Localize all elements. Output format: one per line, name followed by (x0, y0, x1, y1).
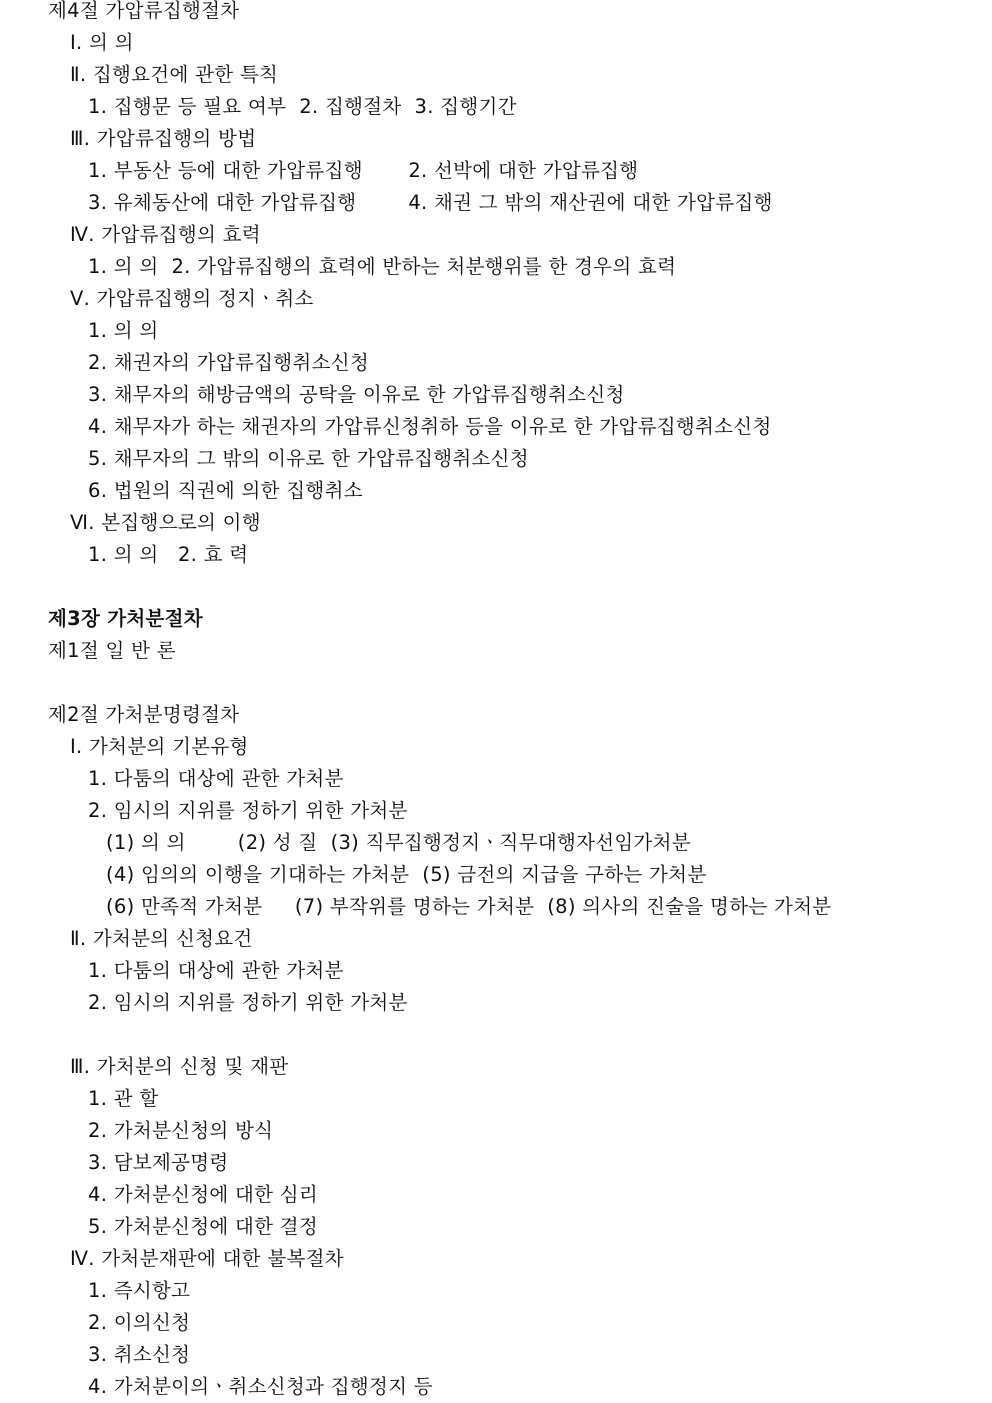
chapter-heading: 제3장 가처분절차 (48, 607, 203, 630)
section-heading: 제1절 일 반 론 (48, 639, 176, 662)
list-item: 2. 채권자의 가압류집행취소신청 (88, 351, 369, 374)
list-item: 3. 담보제공명령 (88, 1151, 229, 1174)
subsection-heading: Ⅰ. 가처분의 기본유형 (70, 735, 249, 758)
list-item: 3. 유체동산에 대한 가압류집행 4. 채권 그 밖의 재산권에 대한 가압류집행 (88, 191, 773, 214)
list-item: 1. 의 의 2. 가압류집행의 효력에 반하는 처분행위를 한 경우의 효력 (88, 255, 677, 278)
list-item: 1. 의 의 2. 효 력 (88, 543, 249, 566)
list-item: 1. 집행문 등 필요 여부 2. 집행절차 3. 집행기간 (88, 95, 517, 118)
list-item: 1. 관 할 (88, 1087, 159, 1110)
list-item: 2. 가처분신청의 방식 (88, 1119, 274, 1142)
list-item: 1. 의 의 (88, 319, 159, 342)
list-item: 3. 취소신청 (88, 1343, 191, 1366)
sub-list-item: (6) 만족적 가처분 (7) 부작위를 명하는 가처분 (8) 의사의 진술을 명하는 가처분 (106, 895, 832, 918)
list-item: 2. 임시의 지위를 정하기 위한 가처분 (88, 799, 408, 822)
list-item: 4. 채무자가 하는 채권자의 가압류신청취하 등을 이유로 한 가압류집행취소신청 (88, 415, 772, 438)
subsection-heading: Ⅲ. 가처분의 신청 및 재판 (70, 1055, 289, 1078)
subsection-heading: Ⅳ. 가압류집행의 효력 (70, 223, 261, 246)
list-item: 1. 다툼의 대상에 관한 가처분 (88, 767, 344, 790)
list-item: 1. 다툼의 대상에 관한 가처분 (88, 959, 344, 982)
list-item: 5. 가처분신청에 대한 결정 (88, 1215, 319, 1238)
sub-list-item: (1) 의 의 (2) 성 질 (3) 직무집행정지ㆍ직무대행자선임가처분 (106, 831, 691, 854)
list-item: 2. 이의신청 (88, 1311, 191, 1334)
subsection-heading: Ⅱ. 가처분의 신청요건 (70, 927, 253, 950)
subsection-heading: Ⅱ. 집행요건에 관한 특칙 (70, 63, 279, 86)
section-heading: 제4절 가압류집행절차 (48, 0, 240, 22)
list-item: 4. 가처분이의ㆍ취소신청과 집행정지 등 (88, 1375, 433, 1398)
list-item: 1. 부동산 등에 대한 가압류집행 2. 선박에 대한 가압류집행 (88, 159, 639, 182)
sub-list-item: (4) 임의의 이행을 기대하는 가처분 (5) 금전의 지급을 구하는 가처분 (106, 863, 707, 886)
subsection-heading: Ⅰ. 의 의 (70, 31, 134, 54)
list-item: 3. 채무자의 해방금액의 공탁을 이유로 한 가압류집행취소신청 (88, 383, 625, 406)
subsection-heading: Ⅳ. 가처분재판에 대한 불복절차 (70, 1247, 344, 1270)
list-item: 6. 법원의 직권에 의한 집행취소 (88, 479, 363, 502)
subsection-heading: Ⅲ. 가압류집행의 방법 (70, 127, 257, 150)
section-heading: 제2절 가처분명령절차 (48, 703, 240, 726)
list-item: 4. 가처분신청에 대한 심리 (88, 1183, 319, 1206)
list-item: 1. 즉시항고 (88, 1279, 191, 1302)
list-item: 2. 임시의 지위를 정하기 위한 가처분 (88, 991, 408, 1014)
subsection-heading: Ⅴ. 가압류집행의 정지ㆍ취소 (70, 287, 314, 310)
list-item: 5. 채무자의 그 밖의 이유로 한 가압류집행취소신청 (88, 447, 529, 470)
subsection-heading: Ⅵ. 본집행으로의 이행 (70, 511, 261, 534)
